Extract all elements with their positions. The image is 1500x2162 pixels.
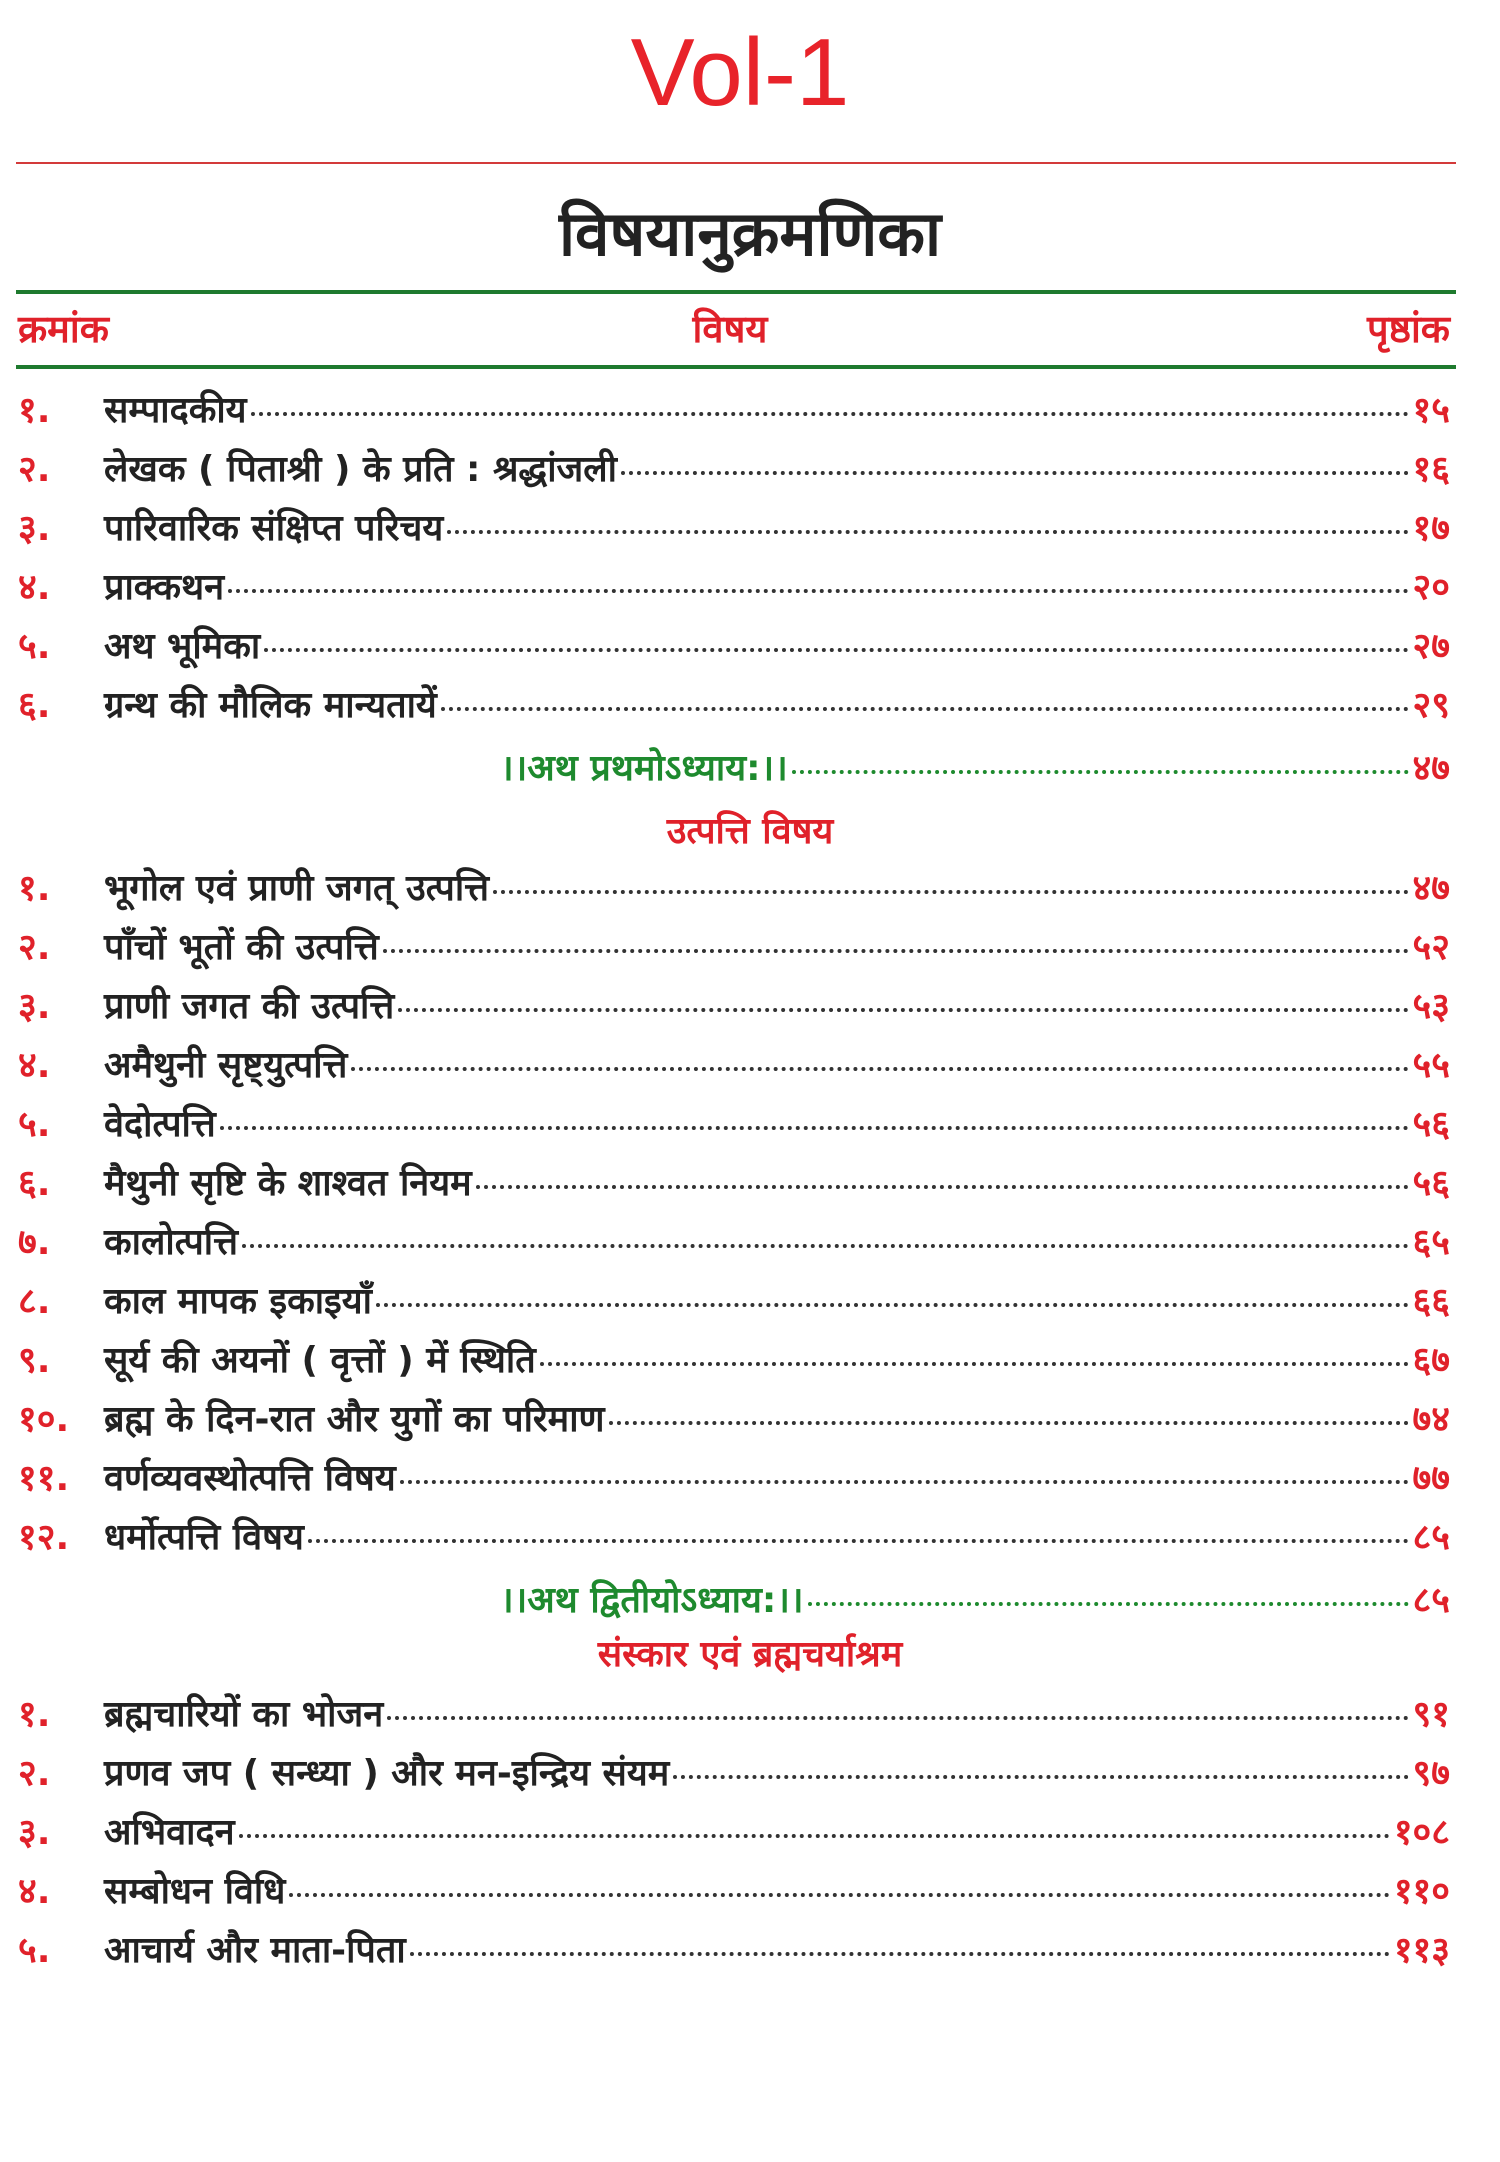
- dot-leader: [476, 1185, 1409, 1189]
- entry-title: ब्रह्मचारियों का भोजन: [104, 1694, 384, 1735]
- toc-entry[interactable]: [18, 679, 1450, 735]
- entry-number: ४.: [18, 567, 51, 608]
- chapter-page: ८५: [1412, 1580, 1450, 1621]
- dot-leader: [239, 1834, 1390, 1838]
- entry-number: २.: [18, 1753, 51, 1794]
- dot-leader: [673, 1775, 1408, 1779]
- entry-number: १.: [18, 868, 51, 909]
- entry-number: ५.: [18, 1104, 51, 1145]
- toc-entry[interactable]: [18, 1924, 1450, 1980]
- entry-title: सूर्य की अयनों ( वृत्तों ) में स्थिति: [104, 1340, 536, 1381]
- entry-number: १२.: [18, 1517, 70, 1558]
- entry-number: १०.: [18, 1399, 70, 1440]
- entry-title: प्राक्कथन: [104, 567, 225, 608]
- dot-leader: [398, 1008, 1408, 1012]
- chapter-heading[interactable]: [500, 1574, 1450, 1630]
- entry-number: ९.: [18, 1340, 51, 1381]
- dot-leader: [251, 412, 1409, 416]
- dot-leader: [609, 1421, 1409, 1425]
- toc-entry[interactable]: [18, 384, 1450, 440]
- entry-page: २७: [1412, 626, 1450, 667]
- entry-page: ४७: [1412, 868, 1450, 909]
- toc-entry[interactable]: [18, 1275, 1450, 1331]
- entry-page: ७७: [1412, 1458, 1450, 1499]
- entry-page: १७: [1412, 508, 1450, 549]
- entry-number: ६.: [18, 685, 51, 726]
- entry-title: काल मापक इकाइयाँ: [104, 1281, 372, 1322]
- toc-entry[interactable]: [18, 980, 1450, 1036]
- dot-leader: [447, 530, 1408, 534]
- toc-entry[interactable]: [18, 1039, 1450, 1095]
- entry-title: पारिवारिक संक्षिप्त परिचय: [104, 508, 444, 549]
- toc-entry[interactable]: [18, 1747, 1450, 1803]
- toc-entry[interactable]: [18, 1452, 1450, 1508]
- entry-title: लेखक ( पिताश्री ) के प्रति : श्रद्धांजली: [104, 449, 617, 490]
- toc-entry[interactable]: [18, 443, 1450, 499]
- entry-number: २.: [18, 927, 51, 968]
- entry-title: पाँचों भूतों की उत्पत्ति: [104, 927, 379, 968]
- entry-number: ७.: [18, 1222, 51, 1263]
- dot-leader: [308, 1539, 1409, 1543]
- entry-title: ग्रन्थ की मौलिक मान्यतायें: [104, 685, 437, 726]
- toc-entry[interactable]: [18, 1334, 1450, 1390]
- entry-title: प्राणी जगत की उत्पत्ति: [104, 986, 395, 1027]
- entry-title: वर्णव्यवस्थोत्पत्ति विषय: [104, 1458, 396, 1499]
- dot-leader: [410, 1952, 1390, 1956]
- toc-entry[interactable]: [18, 1688, 1450, 1744]
- toc-entry[interactable]: [18, 1216, 1450, 1272]
- entry-page: ९७: [1412, 1753, 1450, 1794]
- entry-page: २०: [1412, 567, 1450, 608]
- dot-leader: [540, 1362, 1409, 1366]
- entry-number: ८.: [18, 1281, 51, 1322]
- entry-number: ४.: [18, 1871, 51, 1912]
- toc-entry[interactable]: [18, 620, 1450, 676]
- entry-page: ६७: [1412, 1340, 1450, 1381]
- entry-number: ३.: [18, 508, 51, 549]
- entry-title: अथ भूमिका: [104, 626, 261, 667]
- toc-entry[interactable]: [18, 862, 1450, 918]
- green-divider-bottom: [16, 365, 1456, 369]
- entry-title: धर्मोत्पत्ति विषय: [104, 1517, 304, 1558]
- entry-number: ५.: [18, 626, 51, 667]
- entry-page: ७४: [1412, 1399, 1450, 1440]
- dot-leader: [220, 1126, 1409, 1130]
- toc-entry[interactable]: [18, 1806, 1450, 1862]
- toc-entry[interactable]: [18, 1393, 1450, 1449]
- entry-title: आचार्य और माता-पिता: [104, 1930, 406, 1971]
- entry-number: ३.: [18, 1812, 51, 1853]
- chapter-title: ।।अथ प्रथमोऽध्याय:।।: [500, 748, 788, 789]
- dot-leader: [441, 707, 1409, 711]
- toc-entry[interactable]: [18, 1157, 1450, 1213]
- entry-page: ११३: [1393, 1930, 1450, 1971]
- entry-page: ९१: [1412, 1694, 1450, 1735]
- entry-page: ११०: [1393, 1871, 1450, 1912]
- entry-page: १५: [1412, 390, 1450, 431]
- dot-leader: [264, 648, 1408, 652]
- entry-page: ५६: [1412, 1163, 1450, 1204]
- toc-entry[interactable]: [18, 1098, 1450, 1154]
- entry-title: ब्रह्म के दिन-रात और युगों का परिमाण: [104, 1399, 605, 1440]
- dot-leader: [400, 1480, 1409, 1484]
- entry-number: ५.: [18, 1930, 51, 1971]
- entry-page: ६५: [1412, 1222, 1450, 1263]
- entry-number: १.: [18, 390, 51, 431]
- entry-title: अभिवादन: [104, 1812, 235, 1853]
- entry-page: ६६: [1412, 1281, 1450, 1322]
- entry-page: ५५: [1412, 1045, 1450, 1086]
- dot-leader: [228, 589, 1408, 593]
- entry-title: वेदोत्पत्ति: [104, 1104, 216, 1145]
- entry-page: १६: [1412, 449, 1450, 490]
- dot-leader: [383, 949, 1409, 953]
- dot-leader: [351, 1067, 1408, 1071]
- entry-number: ४.: [18, 1045, 51, 1086]
- entry-number: २.: [18, 449, 51, 490]
- section-heading: उत्पत्ति विषय: [666, 811, 834, 852]
- toc-entry[interactable]: [18, 502, 1450, 558]
- entry-title: सम्बोधन विधि: [104, 1871, 286, 1912]
- entry-number: ११.: [18, 1458, 70, 1499]
- entry-page: २९: [1412, 685, 1450, 726]
- page-title: विषयानुक्रमणिका: [558, 197, 942, 270]
- chapter-heading[interactable]: [500, 742, 1450, 798]
- column-header-subject: विषय: [692, 307, 768, 351]
- entry-title: अमैथुनी सृष्ट्युत्पत्ति: [104, 1045, 348, 1086]
- red-divider: [16, 162, 1456, 164]
- dot-leader: [289, 1893, 1389, 1897]
- chapter-page: ४७: [1412, 748, 1450, 789]
- green-divider-top: [16, 290, 1456, 294]
- dot-leader: [621, 471, 1409, 475]
- entry-page: ५२: [1412, 927, 1450, 968]
- entry-title: सम्पादकीय: [104, 390, 247, 431]
- chapter-title: ।।अथ द्वितीयोऽध्याय:।।: [500, 1580, 804, 1621]
- entry-page: ५३: [1412, 986, 1450, 1027]
- column-header-page: पृष्ठांक: [1367, 307, 1450, 351]
- entry-title: मैथुनी सृष्टि के शाश्वत नियम: [104, 1163, 472, 1204]
- section-heading: संस्कार एवं ब्रह्मचर्याश्रम: [597, 1634, 903, 1675]
- dot-leader: [387, 1716, 1408, 1720]
- entry-page: ८५: [1412, 1517, 1450, 1558]
- entry-title: कालोत्पत्ति: [104, 1222, 238, 1263]
- entry-page: ५६: [1412, 1104, 1450, 1145]
- entry-number: ६.: [18, 1163, 51, 1204]
- dot-leader: [792, 770, 1409, 774]
- column-header-number: क्रमांक: [18, 307, 109, 351]
- entry-title: भूगोल एवं प्राणी जगत् उत्पत्ति: [104, 868, 490, 909]
- toc-entry[interactable]: [18, 1511, 1450, 1567]
- toc-entry[interactable]: [18, 1865, 1450, 1921]
- dot-leader: [242, 1244, 1409, 1248]
- dot-leader: [376, 1303, 1409, 1307]
- dot-leader: [808, 1602, 1409, 1606]
- toc-entry[interactable]: [18, 561, 1450, 617]
- volume-label: Vol-1: [630, 19, 850, 126]
- entry-number: १.: [18, 1694, 51, 1735]
- entry-number: ३.: [18, 986, 51, 1027]
- entry-page: १०८: [1393, 1812, 1450, 1853]
- toc-entry[interactable]: [18, 921, 1450, 977]
- entry-title: प्रणव जप ( सन्ध्या ) और मन-इन्द्रिय संयम: [104, 1753, 670, 1794]
- dot-leader: [493, 890, 1409, 894]
